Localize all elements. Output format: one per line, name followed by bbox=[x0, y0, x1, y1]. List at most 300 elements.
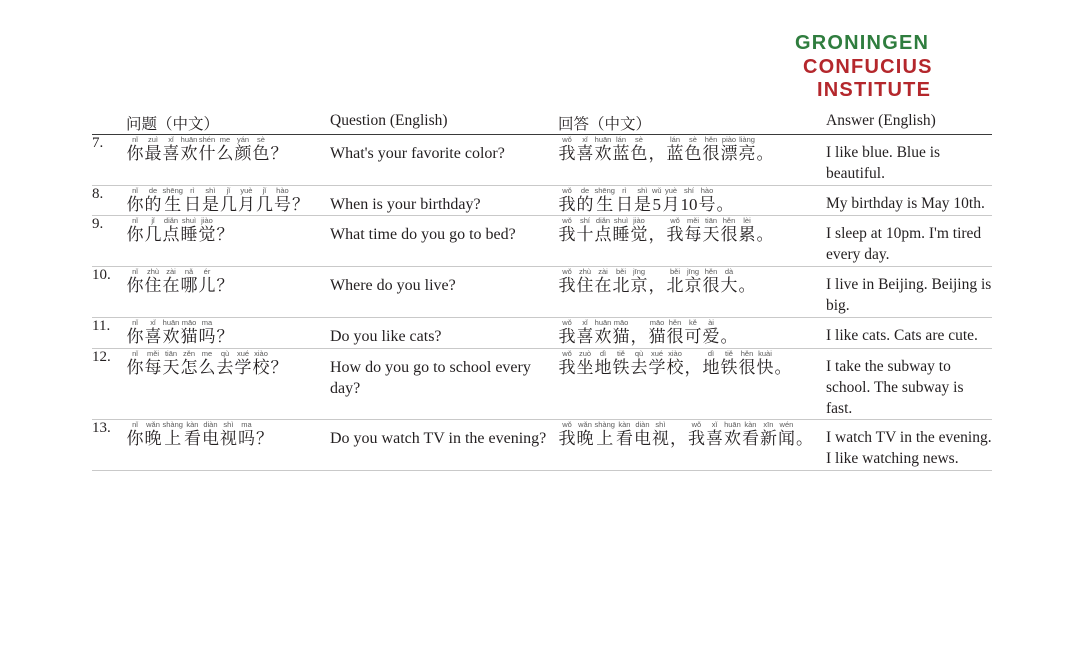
hanzi: 亮 bbox=[738, 144, 756, 163]
hanzi: 很 bbox=[720, 225, 738, 245]
hanzi: 京 bbox=[684, 276, 702, 296]
pinyin: shì bbox=[223, 420, 234, 430]
annotated-character bbox=[145, 318, 162, 347]
annotated-character bbox=[217, 349, 234, 378]
annotated-character bbox=[145, 420, 162, 449]
hanzi: 学 bbox=[234, 357, 252, 377]
question-zh-text bbox=[126, 216, 330, 245]
cell-answer-en bbox=[826, 135, 992, 186]
annotated-character bbox=[235, 135, 252, 164]
column-header-question-en: Question (English) bbox=[330, 112, 558, 135]
annotated-character bbox=[253, 135, 270, 164]
cell-question-zh bbox=[126, 216, 330, 267]
annotated-character bbox=[163, 267, 180, 296]
hanzi: ？ bbox=[216, 327, 234, 347]
hanzi: 蓝 bbox=[612, 144, 630, 163]
pinyin: tiān bbox=[164, 348, 178, 358]
hanzi: 你 bbox=[126, 327, 144, 347]
cell-question-en bbox=[330, 135, 558, 186]
annotated-character bbox=[181, 267, 198, 296]
cell-question-en bbox=[330, 185, 558, 216]
hanzi: 日 bbox=[183, 194, 201, 214]
annotated-character bbox=[721, 318, 738, 347]
pinyin: xǐ bbox=[711, 420, 718, 430]
hanzi: 很 bbox=[702, 144, 720, 163]
hanzi: 在 bbox=[162, 276, 180, 296]
hanzi: 上 bbox=[596, 429, 614, 449]
hanzi: 我 bbox=[666, 225, 684, 245]
pinyin: liàng bbox=[739, 135, 755, 144]
annotated-character bbox=[127, 216, 144, 245]
hanzi: 喜 bbox=[576, 144, 594, 163]
hanzi: 很 bbox=[666, 327, 684, 347]
qa-table-container bbox=[92, 112, 992, 471]
pinyin: me bbox=[201, 348, 213, 358]
pinyin: nǐ bbox=[132, 135, 138, 144]
pinyin: kàn bbox=[744, 420, 757, 430]
pinyin: wǒ bbox=[562, 216, 572, 226]
annotated-character bbox=[595, 186, 615, 215]
pinyin: tiě bbox=[617, 348, 625, 358]
pinyin: nǐ bbox=[132, 185, 138, 195]
annotated-character bbox=[199, 216, 216, 245]
hanzi: 很 bbox=[738, 357, 756, 377]
hanzi: 每 bbox=[144, 357, 162, 377]
pinyin: kuài bbox=[758, 348, 772, 358]
row-number: 7. bbox=[92, 135, 126, 186]
hanzi: 你 bbox=[126, 225, 144, 245]
cell-answer-zh bbox=[558, 185, 826, 216]
hanzi: 你 bbox=[126, 144, 144, 163]
pinyin: shuì bbox=[181, 216, 197, 226]
pinyin: huān bbox=[594, 318, 612, 328]
column-header-answer-en: Answer (English) bbox=[826, 112, 992, 135]
annotated-character bbox=[217, 267, 234, 296]
hanzi: 觉 bbox=[198, 225, 216, 245]
annotated-character bbox=[631, 349, 648, 378]
pinyin: hěn bbox=[668, 318, 682, 328]
cell-question-zh bbox=[126, 318, 330, 349]
pinyin: lán bbox=[669, 135, 680, 144]
annotated-character bbox=[199, 349, 216, 378]
pinyin: xiào bbox=[668, 348, 682, 358]
pinyin: nǐ bbox=[132, 318, 138, 328]
pinyin: ma bbox=[201, 318, 213, 328]
annotated-character bbox=[652, 186, 662, 215]
pinyin: sè bbox=[257, 135, 265, 144]
annotated-character bbox=[685, 216, 702, 245]
hanzi: 我 bbox=[558, 357, 576, 377]
cell-question-en bbox=[330, 216, 558, 267]
pinyin: diǎn bbox=[595, 216, 611, 226]
row-number: 11. bbox=[92, 318, 126, 349]
cell-answer-zh bbox=[558, 216, 826, 267]
annotated-character bbox=[717, 186, 734, 215]
annotated-character bbox=[559, 267, 576, 296]
hanzi: ， bbox=[648, 225, 666, 245]
hanzi: 看 bbox=[741, 429, 759, 449]
annotated-character bbox=[127, 349, 144, 378]
hanzi: 你 bbox=[126, 276, 144, 296]
cell-answer-en bbox=[826, 318, 992, 349]
hanzi: 。 bbox=[720, 327, 738, 347]
cell-question-zh bbox=[126, 267, 330, 318]
hanzi: 怎 bbox=[180, 357, 198, 377]
annotated-character bbox=[202, 420, 219, 449]
logo-line-groningen: GRONINGEN bbox=[795, 32, 930, 54]
hanzi: 月 bbox=[237, 194, 255, 214]
annotated-character bbox=[559, 216, 576, 245]
pinyin: nǐ bbox=[132, 267, 138, 277]
hanzi: 睡 bbox=[180, 225, 198, 245]
annotated-character bbox=[739, 267, 756, 296]
hanzi: ， bbox=[630, 327, 648, 347]
cell-question-en bbox=[330, 318, 558, 349]
annotated-character bbox=[595, 267, 612, 296]
cell-question-zh bbox=[126, 185, 330, 216]
hanzi: 喜 bbox=[144, 327, 162, 347]
row-number: 9. bbox=[92, 216, 126, 267]
pinyin: rì bbox=[190, 185, 195, 195]
hanzi: 猫 bbox=[648, 327, 666, 347]
annotated-character bbox=[721, 135, 738, 164]
annotated-character bbox=[670, 420, 687, 449]
pinyin: māo bbox=[613, 318, 629, 328]
pinyin: kě bbox=[689, 318, 697, 328]
row-number: 13. bbox=[92, 420, 126, 471]
annotated-character bbox=[181, 318, 198, 347]
pinyin: xīn bbox=[763, 420, 774, 430]
annotated-character bbox=[199, 267, 216, 296]
pinyin: měi bbox=[686, 216, 700, 226]
hanzi: 十 bbox=[576, 225, 594, 245]
hanzi: 吗 bbox=[237, 429, 255, 449]
hanzi: 北 bbox=[666, 276, 684, 296]
annotated-character bbox=[271, 135, 288, 164]
hanzi: 么 bbox=[216, 144, 234, 163]
hanzi: ， bbox=[684, 357, 702, 377]
pinyin: diàn bbox=[635, 420, 650, 430]
annotated-character bbox=[742, 420, 759, 449]
pinyin: shēng bbox=[162, 185, 183, 195]
hanzi: 每 bbox=[684, 225, 702, 245]
question-zh-text bbox=[126, 318, 330, 347]
hanzi: 累 bbox=[738, 225, 756, 245]
annotated-character bbox=[163, 318, 180, 347]
pinyin: dà bbox=[724, 267, 734, 277]
annotated-character bbox=[163, 186, 183, 215]
annotated-character bbox=[256, 420, 273, 449]
answer-en-text: I take the subway to school. The subway is fast. bbox=[826, 357, 964, 417]
annotated-character bbox=[274, 186, 291, 215]
pinyin: sè bbox=[689, 135, 697, 144]
hanzi: 点 bbox=[594, 225, 612, 245]
column-header-question-zh: 问题（中文） bbox=[126, 112, 330, 135]
hanzi: 铁 bbox=[720, 357, 738, 377]
pinyin: māo bbox=[181, 318, 197, 328]
question-en-text: What's your favorite color? bbox=[330, 145, 505, 162]
answer-en-text: I like blue. Blue is beautiful. bbox=[826, 144, 941, 182]
question-en-text: What time do you go to bed? bbox=[330, 226, 516, 244]
answer-zh-text bbox=[558, 420, 826, 449]
cell-answer-zh bbox=[558, 267, 826, 318]
annotated-character bbox=[184, 420, 201, 449]
pinyin: wǒ bbox=[562, 267, 572, 277]
annotated-character bbox=[703, 135, 720, 164]
hanzi: 是 bbox=[201, 194, 219, 214]
pinyin: huān bbox=[162, 318, 180, 328]
answer-en-text: I watch TV in the evening. I like watching news. bbox=[826, 429, 992, 468]
annotated-character bbox=[667, 135, 684, 164]
question-en-text: Do you watch TV in the evening? bbox=[330, 430, 547, 448]
hanzi: 月 bbox=[662, 194, 680, 214]
annotated-character bbox=[595, 216, 612, 245]
annotated-character bbox=[652, 420, 669, 449]
pinyin: jǐ bbox=[226, 185, 231, 195]
cell-question-zh bbox=[126, 135, 330, 186]
pinyin: shì bbox=[637, 185, 648, 195]
annotated-character bbox=[595, 349, 612, 378]
pinyin: huān bbox=[180, 135, 198, 144]
table-row bbox=[92, 348, 992, 420]
annotated-character bbox=[577, 135, 594, 164]
hanzi: 晚 bbox=[144, 429, 162, 449]
annotated-character bbox=[184, 186, 201, 215]
pinyin: lán bbox=[615, 135, 626, 144]
hanzi: 生 bbox=[596, 194, 614, 214]
annotated-character bbox=[181, 349, 198, 378]
hanzi: 新 bbox=[759, 429, 777, 449]
answer-zh-text bbox=[558, 135, 826, 164]
pinyin: yuè bbox=[664, 185, 678, 195]
pinyin: wǒ bbox=[562, 135, 572, 144]
hanzi: 天 bbox=[162, 357, 180, 377]
logo-line-institute: INSTITUTE bbox=[817, 79, 932, 102]
pinyin: wǔ bbox=[651, 185, 662, 195]
annotated-character bbox=[199, 318, 216, 347]
answer-zh-text bbox=[558, 267, 826, 296]
hanzi: 。 bbox=[795, 429, 813, 449]
answer-en-text: My birthday is May 10th. bbox=[826, 194, 985, 212]
annotated-character bbox=[724, 420, 741, 449]
pinyin: zuò bbox=[578, 348, 592, 358]
pinyin: jiào bbox=[201, 216, 213, 226]
hanzi: 地 bbox=[594, 357, 612, 377]
pinyin: qù bbox=[634, 348, 644, 358]
pinyin: shí bbox=[684, 185, 695, 195]
hanzi: ？ bbox=[291, 194, 309, 214]
annotated-character bbox=[703, 318, 720, 347]
pinyin: wǒ bbox=[562, 185, 572, 195]
cell-answer-en bbox=[826, 348, 992, 420]
hanzi: 号 bbox=[273, 194, 291, 214]
annotated-character bbox=[688, 420, 705, 449]
pinyin: shàng bbox=[162, 420, 183, 430]
hanzi: 我 bbox=[558, 194, 576, 214]
annotated-character bbox=[145, 349, 162, 378]
hanzi: 么 bbox=[198, 357, 216, 377]
annotated-character bbox=[217, 318, 234, 347]
pinyin: zhù bbox=[146, 267, 160, 277]
row-number: 12. bbox=[92, 348, 126, 420]
hanzi: 。 bbox=[756, 144, 774, 163]
hanzi: 看 bbox=[615, 429, 633, 449]
hanzi: 我 bbox=[558, 144, 576, 163]
hanzi: 闻 bbox=[777, 429, 795, 449]
cell-answer-en bbox=[826, 185, 992, 216]
hanzi: 欢 bbox=[162, 327, 180, 347]
annotated-character bbox=[577, 349, 594, 378]
annotated-character bbox=[202, 186, 219, 215]
table-row bbox=[92, 318, 992, 349]
annotated-character bbox=[667, 267, 684, 296]
row-number: 10. bbox=[92, 267, 126, 318]
hanzi: 视 bbox=[651, 429, 669, 449]
pinyin: huān bbox=[594, 135, 612, 144]
annotated-character bbox=[631, 216, 648, 245]
annotated-character bbox=[595, 135, 612, 164]
hanzi: 欢 bbox=[594, 327, 612, 347]
pinyin: tiě bbox=[725, 348, 733, 358]
hanzi: 觉 bbox=[630, 225, 648, 245]
answer-zh-text bbox=[558, 186, 826, 215]
pinyin: wǒ bbox=[562, 420, 572, 430]
pinyin: zài bbox=[598, 267, 608, 277]
hanzi: 欢 bbox=[180, 144, 198, 163]
annotated-character bbox=[649, 318, 666, 347]
hanzi: 。 bbox=[774, 357, 792, 377]
cell-answer-zh bbox=[558, 135, 826, 186]
annotated-character bbox=[613, 318, 630, 347]
annotated-character bbox=[238, 420, 255, 449]
hanzi: 几 bbox=[255, 194, 273, 214]
pinyin: xǐ bbox=[150, 318, 156, 328]
annotated-character bbox=[292, 186, 309, 215]
annotated-character bbox=[634, 186, 651, 215]
hanzi: ？ bbox=[255, 429, 273, 449]
hanzi: 是 bbox=[633, 194, 651, 214]
pinyin: ér bbox=[203, 267, 211, 277]
annotated-character bbox=[649, 267, 666, 296]
annotated-character bbox=[739, 216, 756, 245]
annotated-character bbox=[577, 420, 594, 449]
cell-answer-zh bbox=[558, 318, 826, 349]
hanzi: ， bbox=[648, 144, 666, 163]
question-zh-text bbox=[126, 186, 330, 215]
hanzi: 蓝 bbox=[666, 144, 684, 163]
hanzi: 视 bbox=[219, 429, 237, 449]
hanzi: ？ bbox=[216, 225, 234, 245]
annotated-character bbox=[760, 420, 777, 449]
hanzi: 什 bbox=[198, 144, 216, 163]
annotated-character bbox=[145, 267, 162, 296]
pinyin: wǒ bbox=[691, 420, 702, 430]
table-header-row bbox=[92, 112, 992, 135]
pinyin: xiào bbox=[254, 348, 268, 358]
hanzi: 晚 bbox=[576, 429, 594, 449]
annotated-character bbox=[631, 318, 648, 347]
annotated-character bbox=[739, 349, 756, 378]
cell-answer-en bbox=[826, 420, 992, 471]
annotated-character bbox=[703, 349, 720, 378]
annotated-character bbox=[595, 318, 612, 347]
hanzi: 日 bbox=[615, 194, 633, 214]
hanzi: 的 bbox=[144, 194, 162, 214]
question-en-text: Do you like cats? bbox=[330, 328, 442, 346]
pinyin: huān bbox=[724, 420, 741, 430]
hanzi: 住 bbox=[144, 276, 162, 296]
pinyin: wǎn bbox=[146, 420, 160, 430]
pinyin: shēng bbox=[594, 185, 615, 195]
hanzi: 你 bbox=[126, 429, 144, 449]
hanzi: 喜 bbox=[576, 327, 594, 347]
hanzi: ， bbox=[648, 276, 666, 296]
pinyin: jǐ bbox=[151, 216, 155, 226]
hanzi: 去 bbox=[630, 357, 648, 377]
pinyin: wǎn bbox=[578, 420, 592, 430]
pinyin: me bbox=[219, 135, 231, 144]
annotated-character bbox=[163, 349, 180, 378]
hanzi: 10 bbox=[680, 194, 698, 214]
annotated-character bbox=[559, 186, 576, 215]
annotated-character bbox=[145, 216, 162, 245]
pinyin: diàn bbox=[203, 420, 218, 430]
hanzi: 欢 bbox=[594, 144, 612, 163]
hanzi: 我 bbox=[687, 429, 705, 449]
annotated-character bbox=[559, 135, 576, 164]
pinyin: shì bbox=[655, 420, 666, 430]
annotated-character bbox=[127, 135, 144, 164]
annotated-character bbox=[721, 267, 738, 296]
annotated-character bbox=[559, 318, 576, 347]
table-row bbox=[92, 420, 992, 471]
annotated-character bbox=[796, 420, 813, 449]
hanzi: 几 bbox=[219, 194, 237, 214]
annotated-character bbox=[685, 135, 702, 164]
hanzi: 哪 bbox=[180, 276, 198, 296]
answer-en-text: I sleep at 10pm. I'm tired every day. bbox=[826, 225, 982, 264]
pinyin: hěn bbox=[704, 135, 718, 144]
pinyin: zhù bbox=[578, 267, 592, 277]
cell-answer-zh bbox=[558, 348, 826, 420]
pinyin: shí bbox=[579, 216, 590, 226]
pinyin: wǒ bbox=[562, 348, 572, 358]
hanzi: 点 bbox=[162, 225, 180, 245]
annotated-character bbox=[739, 135, 756, 164]
pinyin: wǒ bbox=[562, 318, 572, 328]
annotated-character bbox=[649, 216, 666, 245]
annotated-character bbox=[667, 318, 684, 347]
annotated-character bbox=[145, 135, 162, 164]
hanzi: 校 bbox=[252, 357, 270, 377]
annotated-character bbox=[181, 216, 198, 245]
column-header-number bbox=[92, 112, 126, 135]
pinyin: běi bbox=[669, 267, 680, 277]
hanzi: 最 bbox=[144, 144, 162, 163]
answer-zh-text bbox=[558, 216, 826, 245]
pinyin: lèi bbox=[743, 216, 751, 226]
pinyin: nǐ bbox=[132, 216, 138, 226]
cell-question-zh bbox=[126, 348, 330, 420]
hanzi: 色 bbox=[684, 144, 702, 163]
hanzi: 。 bbox=[756, 225, 774, 245]
hanzi: 生 bbox=[164, 194, 182, 214]
annotated-character bbox=[220, 186, 237, 215]
hanzi: 5 bbox=[652, 194, 661, 214]
question-zh-text bbox=[126, 349, 330, 378]
pinyin: dì bbox=[599, 348, 607, 358]
hanzi: 很 bbox=[702, 276, 720, 296]
